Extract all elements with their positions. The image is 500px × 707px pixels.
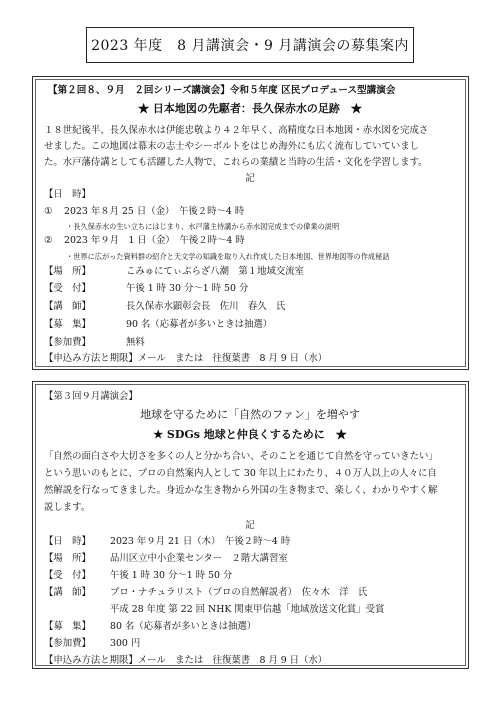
detail-label: 【日 時】 — [44, 536, 91, 547]
detail-value: 午後 1 時 30 分〜1 時 50 分 — [126, 283, 249, 294]
section-1-desc-line-1: １８世紀後半、長久保赤水は伊能忠敬より４２年早く、高精度な日本地図・赤水図を完成さ — [44, 125, 429, 136]
section-1-detail-place — [44, 265, 304, 278]
date-1-num: ① — [44, 206, 53, 217]
detail-label: 【募 集】 — [44, 621, 91, 632]
section-2-subtitle: ★ SDGs 地球と仲良くするために ★ — [153, 428, 347, 441]
section-1-ki: 記 — [245, 173, 255, 184]
section-1-date-2-note: ・世界に広がった資料群の紹介と天文学の知識を取り入れ作成した日本地図、世界地図等の作成秘話 — [66, 252, 390, 261]
detail-label: 【参加費】 — [44, 638, 91, 649]
detail-label: 【受 付】 — [44, 283, 91, 294]
detail-label: 【場 所】 — [44, 553, 91, 564]
section-1-detail-reception — [44, 282, 248, 295]
detail-label: 【受 付】 — [44, 570, 91, 581]
section-2-detail-place — [44, 552, 288, 565]
section-2-desc-line-2: という思いのもとに、プロの自然案内人として 30 年以上にわたり、４０万人以上の人々に自 — [44, 468, 437, 479]
section-2-desc-line-1: 「自然の面白さや大切さを多くの人と分かち合い、そのことを通じて自然を守っていきたい」 — [44, 451, 438, 462]
detail-label: 【場 所】 — [44, 266, 91, 277]
detail-value: 80 名（応募者が多いときは抽選） — [110, 621, 257, 632]
section-1-detail-capacity — [44, 318, 272, 331]
section-1-desc-line-2: せました。この地図は幕末の志士やシーボルトをはじめ海外にも広く流布していていまし — [44, 141, 420, 152]
detail-value: 午後 1 時 30 分〜1 時 50 分 — [110, 570, 233, 581]
section-1-date-2 — [44, 234, 245, 247]
section-2-detail-reception — [44, 569, 232, 582]
section-1-detail-fee — [44, 336, 145, 349]
section-1-header: 【第２回８、９月 ２回シリーズ講演会】令和５年度 区民プロデュース型講演会 — [48, 85, 396, 96]
section-2-ki: 記 — [245, 520, 255, 531]
detail-label: 【講 師】 — [44, 587, 91, 598]
section-1-desc-line-3: た。水戸藩侍講としても活躍した人物で、これらの業績と当時の生活・文化を学習します。 — [44, 157, 428, 168]
section-2-header: 【第３回９月講演会】 — [44, 391, 138, 402]
detail-value: 長久保赤水顕彰会長 佐川 春久 氏 — [126, 301, 286, 312]
section-1-detail-lecturer — [44, 300, 285, 313]
section-2-detail-fee — [44, 637, 140, 650]
section-2-desc-line-4: 説します。 — [44, 502, 91, 513]
section-2-detail-lecturer — [44, 586, 367, 599]
detail-label: 【参加費】 — [44, 337, 91, 348]
detail-value: 90 名（応募者が多いときは抽選） — [126, 319, 273, 330]
detail-value: 品川区立中小企業センター ２階大講習室 — [110, 553, 288, 564]
detail-label: 【募 集】 — [44, 319, 91, 330]
detail-value: プロ・ナチュラリスト（プロの自然解説者） 佐々木 洋 氏 — [110, 587, 368, 598]
date-2-num: ② — [44, 235, 53, 246]
date-1-text: 2023 年８月 25 日（金） 午後２時〜4 時 — [64, 206, 245, 217]
section-1-date-1-note: ・長久保赤水の生い立ちにはじまり、水戸藩主侍講から赤水図完成までの偉業の説明 — [66, 222, 340, 231]
section-1-date-1 — [44, 205, 244, 218]
page-title: 2023 年度 8 月講演会・9 月講演会の募集案内 — [86, 27, 414, 63]
detail-value: 300 円 — [110, 638, 141, 649]
section-1-apply: 【申込み方法と期限】メール または 往復葉書 8 月 9 日（水） — [44, 353, 328, 364]
section-1-subtitle: ★ 日本地図の先駆者：長久保赤水の足跡 ★ — [138, 102, 362, 115]
section-1-schedule-label: 【日 時】 — [44, 189, 91, 200]
section-2-detail-capacity — [44, 620, 256, 633]
section-2-apply: 【申込み方法と期限】メール または 往復葉書 8 月 9 日（水） — [44, 655, 328, 666]
date-2-text: 2023 年９月 1 日（金） 午後２時〜4 時 — [64, 235, 245, 246]
detail-value: 無料 — [126, 337, 145, 348]
section-2-detail-datetime — [44, 535, 290, 548]
section-2-title: 地球を守るために「自然のファン」を増やす — [140, 408, 360, 421]
section-2-desc-line-3: 然解説を行なってきました。身近かな生き物から外国の生き物まで、楽しく、わかりやすく解 — [44, 485, 438, 496]
detail-value: 2023 年９月 21 日（木） 午後２時〜4 時 — [110, 536, 291, 547]
detail-value: こみゅにてぃぷらざ八潮 第１地域交流室 — [126, 266, 304, 277]
section-2-award: 平成 28 年度 第 22 回 NHK 関東甲信越「地域放送文化賞」受賞 — [110, 604, 385, 615]
detail-label: 【講 師】 — [44, 301, 91, 312]
